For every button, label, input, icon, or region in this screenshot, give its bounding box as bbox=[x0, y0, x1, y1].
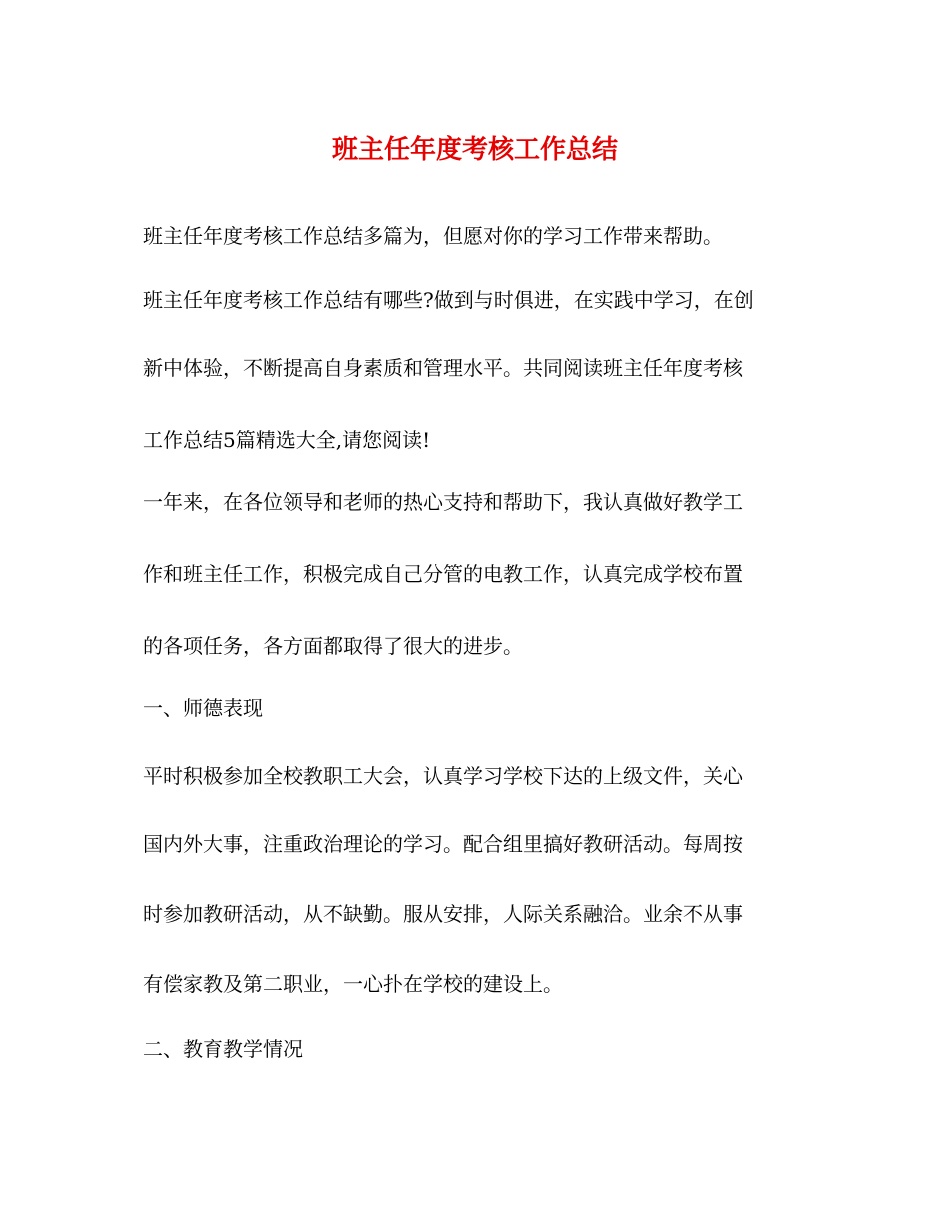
body-line-5: 国内外大事，注重政治理论的学习。配合组里搞好教研活动。每周按 bbox=[143, 832, 743, 856]
intro-line-1: 班主任年度考核工作总结多篇为，但愿对你的学习工作带来帮助。 bbox=[143, 224, 723, 248]
section-heading-2: 二、教育教学情况 bbox=[143, 1037, 303, 1061]
document-title: 班主任年度考核工作总结 bbox=[331, 135, 618, 165]
body-line-4: 平时积极参加全校教职工大会，认真学习学校下达的上级文件，关心 bbox=[143, 764, 743, 788]
section-heading-1: 一、师德表现 bbox=[143, 696, 263, 720]
intro-line-3: 新中体验，不断提高自身素质和管理水平。共同阅读班主任年度考核 bbox=[143, 356, 743, 380]
body-line-7: 有偿家教及第二职业，一心扑在学校的建设上。 bbox=[143, 972, 563, 996]
intro-line-2: 班主任年度考核工作总结有哪些?做到与时俱进，在实践中学习，在创 bbox=[143, 288, 754, 312]
body-line-3: 的各项任务，各方面都取得了很大的进步。 bbox=[143, 634, 523, 658]
body-line-1: 一年来，在各位领导和老师的热心支持和帮助下，我认真做好教学工 bbox=[143, 490, 743, 514]
body-line-6: 时参加教研活动，从不缺勤。服从安排，人际关系融洽。业余不从事 bbox=[143, 902, 743, 926]
intro-line-4: 工作总结5篇精选大全,请您阅读! bbox=[143, 428, 431, 452]
body-line-2: 作和班主任工作，积极完成自己分管的电教工作，认真完成学校布置 bbox=[143, 562, 743, 586]
